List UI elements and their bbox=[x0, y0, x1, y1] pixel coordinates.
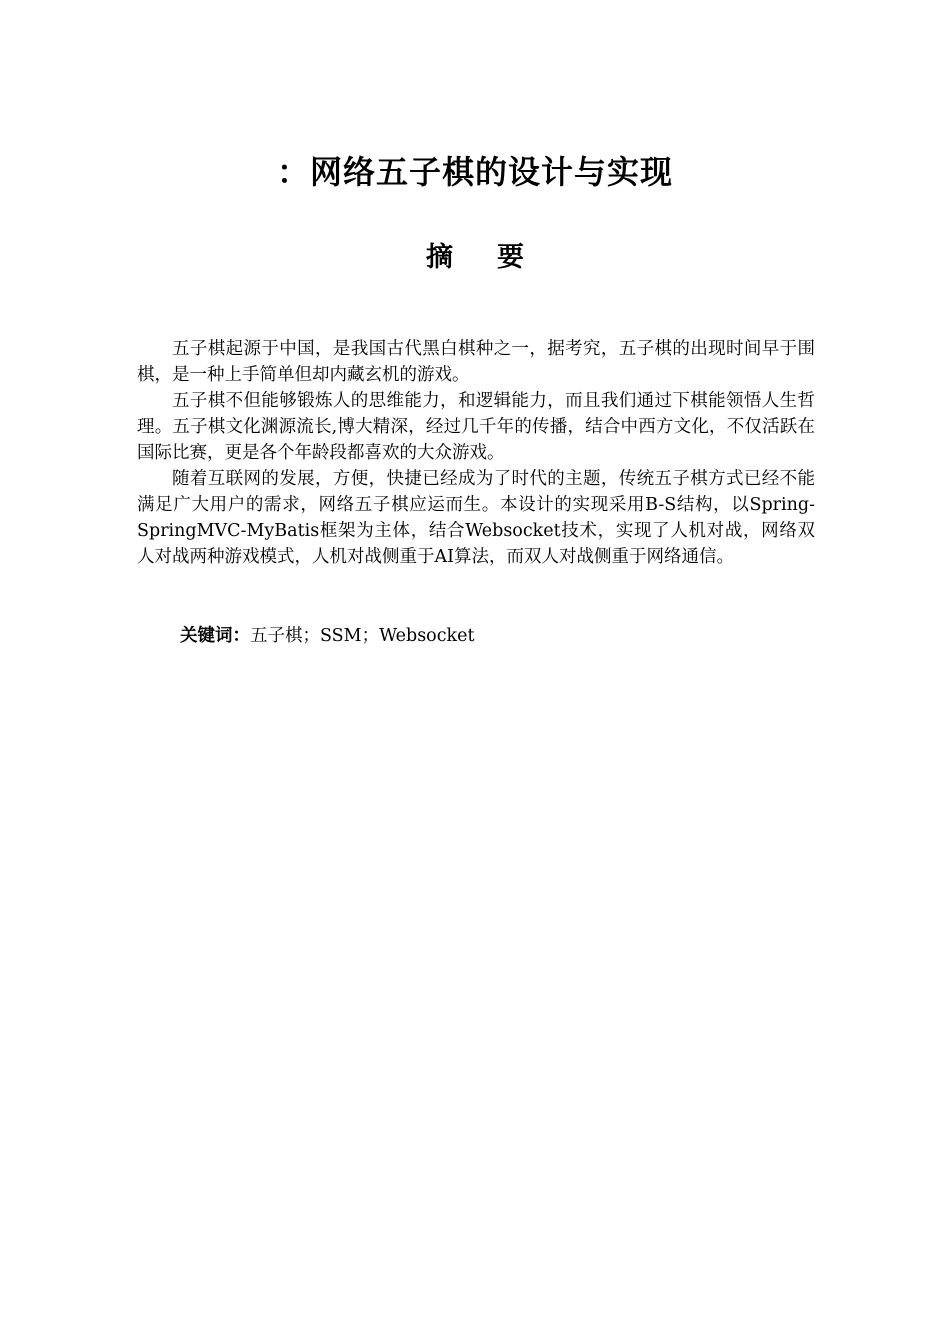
keywords-label: 关键词： bbox=[180, 626, 250, 646]
keywords-line bbox=[180, 623, 815, 649]
abstract-heading-char-1: 摘 bbox=[426, 242, 453, 273]
document-title: ：网络五子棋的设计与实现 bbox=[276, 153, 673, 191]
abstract-body bbox=[137, 336, 815, 570]
abstract-heading-char-2: 要 bbox=[497, 242, 524, 273]
abstract-paragraph-3: 随着互联网的发展，方便，快捷已经成为了时代的主题，传统五子棋方式已经不能满足广大用户的需求，网络五子棋应运而生。本设计的实现采用B-S结构，以Spring-SpringMVC-MyBatis框架为主体，结合Websocket技术，实现了人机对战，网络双人对战两种游戏模式，人机对战侧重于AI算法，而双人对战侧重于网络通信。 bbox=[137, 469, 815, 567]
abstract-heading bbox=[0, 238, 950, 278]
keywords-value: 五子棋；SSM；Websocket bbox=[250, 626, 475, 646]
abstract-paragraph-1: 五子棋起源于中国，是我国古代黑白棋种之一，据考究，五子棋的出现时间早于围棋，是一种上手简单但却内藏玄机的游戏。 bbox=[137, 339, 815, 385]
abstract-paragraph-2: 五子棋不但能够锻炼人的思维能力，和逻辑能力，而且我们通过下棋能领悟人生哲理。五子棋文化渊源流长,博大精深，经过几千年的传播，结合中西方文化，不仅活跃在国际比赛，更是各个年龄段都喜欢的大众游戏。 bbox=[137, 391, 815, 463]
